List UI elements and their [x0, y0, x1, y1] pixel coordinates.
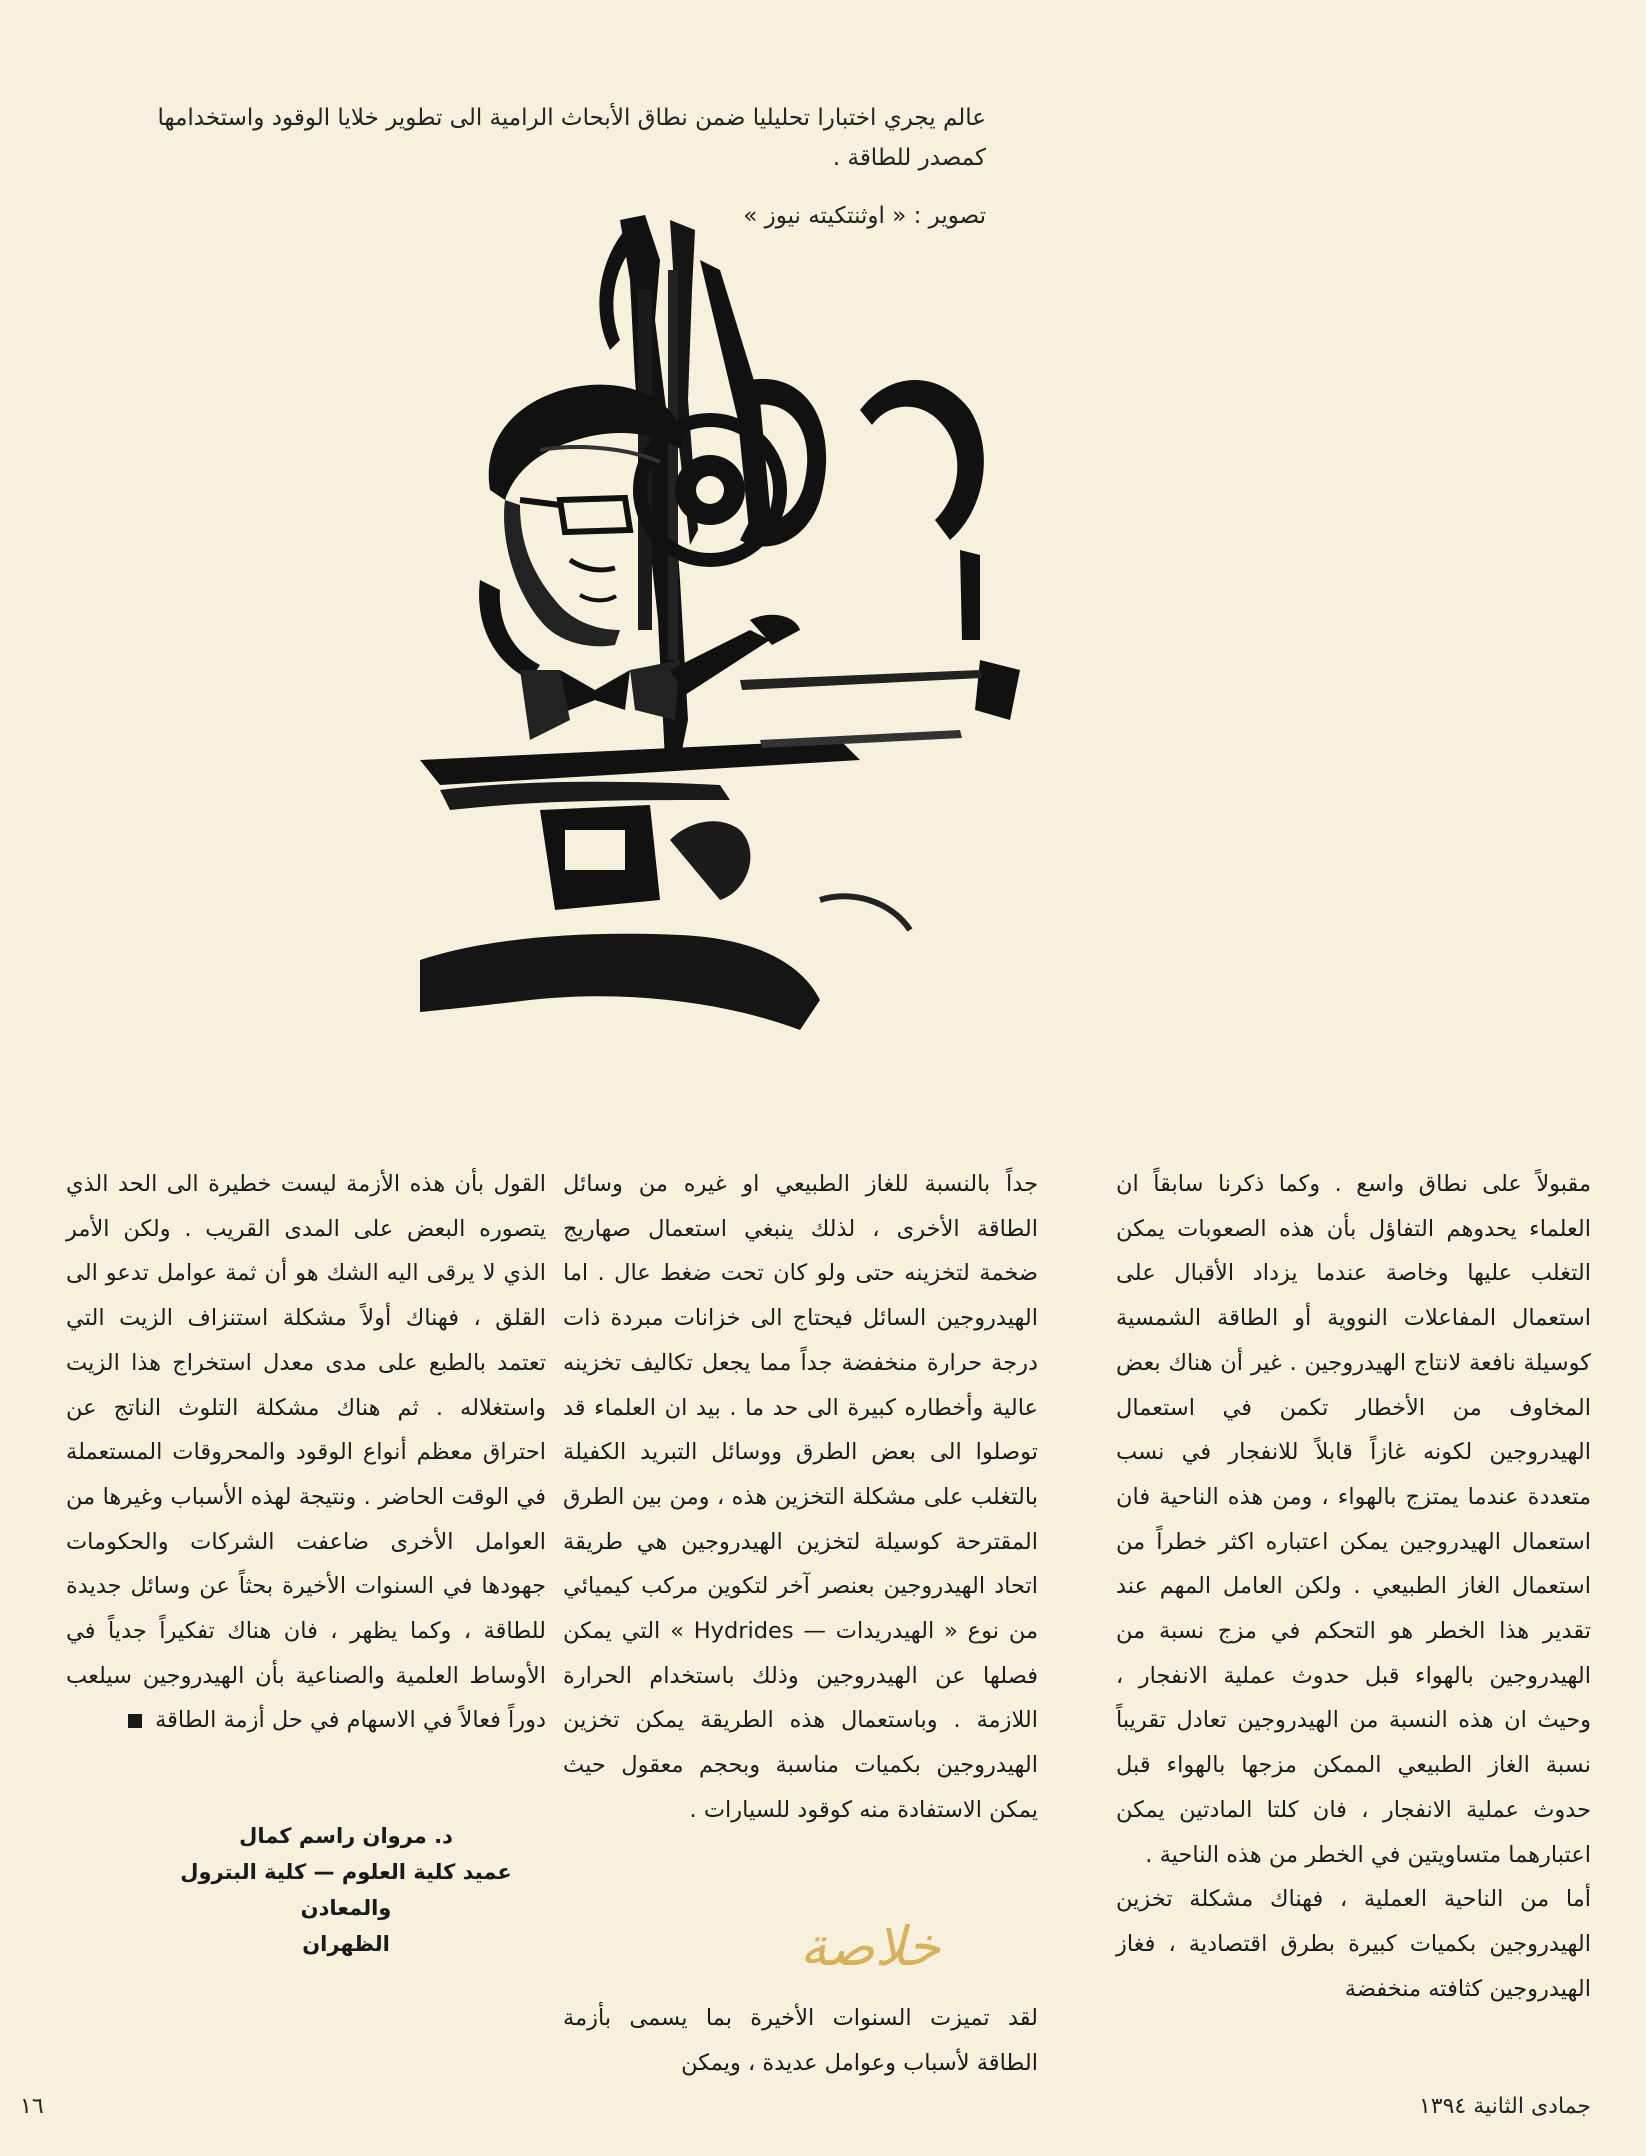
author-city: الظهران — [302, 1932, 390, 1956]
photo-credit: تصوير : « اوثنتكيته نيوز » — [743, 203, 986, 229]
scientist-photo — [420, 200, 1100, 1100]
summary-paragraph: لقد تميزت السنوات الأخيرة بما يسمى بأزمة الطاقة لأسباب وعوامل عديدة ، ويمكن — [563, 2005, 1038, 2076]
paragraph — [66, 1162, 546, 1743]
caption-text: عالم يجري اختبارا تحليليا ضمن نطاق الأبحاث الرامية الى تطوير خلايا الوقود واستخدامها كمصدر للطاقة . — [157, 105, 986, 171]
summary-heading — [710, 1905, 1030, 1995]
author-block — [66, 1818, 546, 1962]
paragraph-text: القول بأن هذه الأزمة ليست خطيرة الى الحد الذي يتصوره البعض على المدى القريب . ولكن الأمر الذي لا يرقى اليه الشك هو أن ثمة عوامل تدعو الى القلق ، فهناك أولاً مشكلة استنزاف الزيت التي تعتمد بالطبع على مدى معدل استخراج هذا الزيت واستغلاله . ثم هناك مشكلة التلوث الناتج عن احتراق معظم أنواع الوقود والمحروقات المستعملة في الوقت الحاضر . ونتيجة لهذه الأسباب وغيرها من العوامل الأخرى ضاعفت الشركات والحكومات جهودها في السنوات الأخيرة بحثاً عن وسائل جديدة للطاقة ، وكما يظهر ، فان هناك تفكيراً جدياً في الأوساط العلمية والصناعية بأن الهيدروجين سيلعب دوراً فعالاً في الاسهام في حل أزمة الطاقة — [66, 1171, 546, 1734]
article-column-right — [1116, 1162, 1591, 2011]
summary-title-text: خلاصة — [799, 1915, 941, 1978]
page-number: ١٦ — [20, 2094, 44, 2119]
end-of-article-mark — [128, 1714, 142, 1728]
author-title: عميد كلية العلوم — كلية البترول والمعادن — [180, 1860, 512, 1920]
paragraph: جداً بالنسبة للغاز الطبيعي او غيره من وسائل الطاقة الأخرى ، لذلك ينبغي استعمال صهاريج ضخمة لتخزينه حتى ولو كان تحت ضغط عال . اما الهيدروجين السائل فيحتاج الى خزانات مبردة ذات درجة حرارة منخفضة جداً مما يجعل تكاليف تخزينه عالية وأخطاره كبيرة الى حد ما . بيد ان العلماء قد توصلوا الى بعض الطرق ووسائل التبريد الكفيلة بالتغلب على مشكلة التخزين هذه ، ومن بين الطرق المقترحة كوسيلة لتخزين الهيدروجين هي طريقة اتحاد الهيدروجين بعنصر آخر لتكوين مركب كيميائي من نوع « الهيدريدات — Hydrides » التي يمكن فصلها عن الهيدروجين وذلك باستخدام الحرارة اللازمة . وباستعمال هذه الطريقة يمكن تخزين الهيدروجين بكميات مناسبة وبحجم معقول حيث يمكن الاستفادة منه كوقود للسيارات . — [563, 1171, 1038, 1823]
paragraph: أما من الناحية العملية ، فهناك مشكلة تخزين الهيدروجين بكميات كبيرة بطرق اقتصادية ، فغاز الهيدروجين كثافته منخفضة — [1116, 1886, 1591, 2002]
paragraph: مقبولاً على نطاق واسع . وكما ذكرنا سابقاً ان العلماء يحدوهم التفاؤل بأن هذه الصعوبات يمكن التغلب عليها وخاصة عندما يزداد الأقبال على استعمال المفاعلات النووية أو الطاقة الشمسية كوسيلة نافعة لانتاج الهيدروجين . غير أن هناك بعض المخاوف من الأخطار تكمن في استعمال الهيدروجين لكونه غازاً قابلاً للانفجار في نسب متعددة عندما يمتزج بالهواء ، ومن هذه الناحية فان استعمال الهيدروجين يمكن اعتباره اكثر خطراً من استعمال الغاز الطبيعي . ولكن العامل المهم عند تقدير هذا الخطر هو التحكم في مزج نسبة من الهيدروجين بالهواء قبل حدوث عملية الانفجار ، وحيث ان هذه النسبة من الهيدروجين تعادل تقريباً نسبة الغاز الطبيعي الممكن مزجها بالهواء قبل حدوث عملية الانفجار ، فان كلتا المادتين يمكن اعتبارهما متساويتين في الخطر من هذه الناحية . — [1116, 1171, 1591, 1868]
article-column-left — [66, 1162, 546, 1743]
issue-date: جمادى الثانية ١٣٩٤ — [1418, 2094, 1591, 2119]
author-name: د. مروان راسم كمال — [239, 1824, 453, 1848]
summary-text — [563, 1996, 1038, 2085]
article-column-middle — [563, 1162, 1038, 1833]
